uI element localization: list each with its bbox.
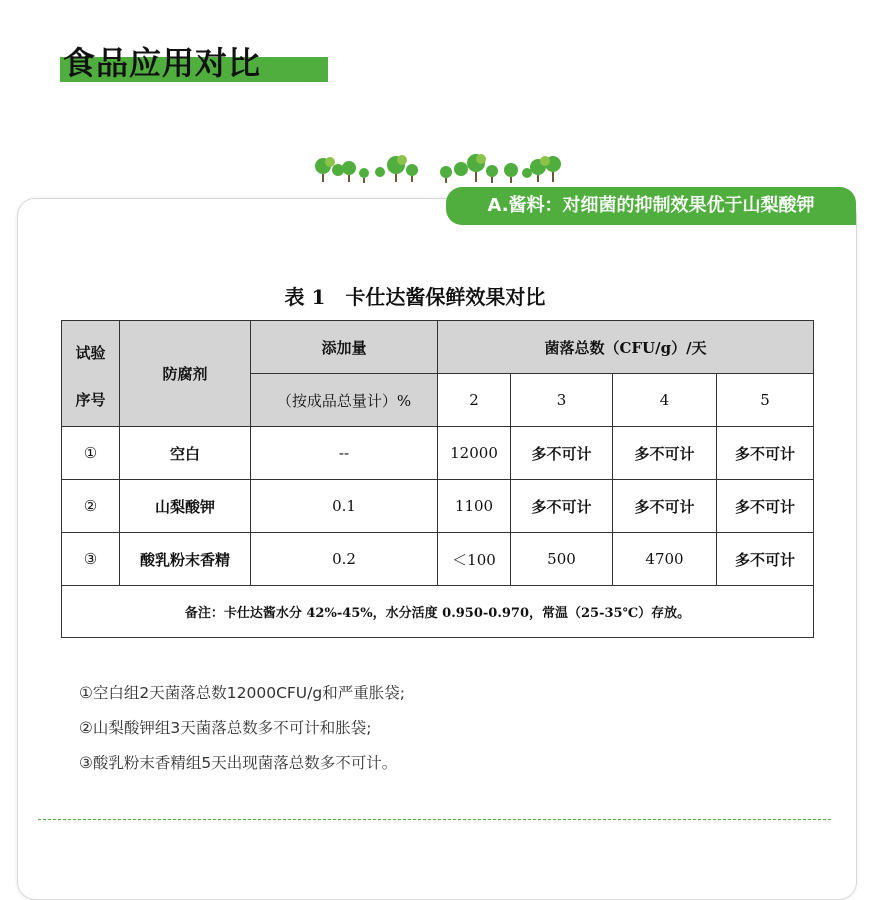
header-serial	[62, 321, 120, 427]
conclusion-tag-label: A.酱料：对细菌的抑制效果优于山梨酸钾	[487, 195, 815, 216]
row-dose: 0.2	[251, 533, 438, 586]
row-value: 多不可计	[613, 427, 717, 480]
row-value: 多不可计	[717, 427, 814, 480]
row-preservative: 酸乳粉末香精	[120, 533, 251, 586]
row-value: 12000	[438, 427, 511, 480]
header-dose-bottom: （按成品总量计）%	[251, 374, 438, 427]
section-title: 食品应用对比	[63, 44, 262, 82]
table-header-row	[62, 321, 814, 374]
row-value: 多不可计	[511, 427, 613, 480]
row-value: 多不可计	[717, 533, 814, 586]
row-dose: --	[251, 427, 438, 480]
row-value: 多不可计	[511, 480, 613, 533]
row-number: ③	[62, 533, 120, 586]
row-value: 4700	[613, 533, 717, 586]
header-day: 3	[511, 374, 613, 427]
header-colony: 菌落总数（CFU/g）/天	[438, 321, 814, 374]
header-day: 2	[438, 374, 511, 427]
table-caption: 表 1 卡仕达酱保鲜效果对比	[284, 285, 546, 309]
table-row	[62, 533, 814, 586]
header-day: 5	[717, 374, 814, 427]
conclusion-tag	[446, 187, 856, 225]
table-note-row	[62, 586, 814, 638]
row-value: 多不可计	[613, 480, 717, 533]
table-note: 备注：卡仕达酱水分 42%-45%，水分活度 0.950-0.970，常温（25-35℃）存放。	[62, 586, 814, 638]
tree-decoration-icon	[0, 148, 881, 188]
row-value: ＜100	[438, 533, 511, 586]
preservation-table	[61, 320, 814, 638]
header-dose-top: 添加量	[251, 321, 438, 374]
row-value: 多不可计	[717, 480, 814, 533]
header-day: 4	[613, 374, 717, 427]
header-serial-bottom: 序号	[75, 390, 106, 409]
finding-item: ③酸乳粉末香精组5天出现菌落总数多不可计。	[79, 754, 398, 772]
table-row	[62, 427, 814, 480]
table-row	[62, 480, 814, 533]
finding-item: ①空白组2天菌落总数12000CFU/g和严重胀袋;	[79, 684, 405, 702]
divider	[38, 819, 831, 820]
header-preservative: 防腐剂	[120, 321, 251, 427]
row-value: 1100	[438, 480, 511, 533]
row-number: ①	[62, 427, 120, 480]
finding-item: ②山梨酸钾组3天菌落总数多不可计和胀袋;	[79, 719, 372, 737]
row-value: 500	[511, 533, 613, 586]
row-number: ②	[62, 480, 120, 533]
row-preservative: 空白	[120, 427, 251, 480]
row-preservative: 山梨酸钾	[120, 480, 251, 533]
findings-list	[79, 676, 405, 781]
header-serial-top: 试验	[75, 343, 106, 362]
row-dose: 0.1	[251, 480, 438, 533]
